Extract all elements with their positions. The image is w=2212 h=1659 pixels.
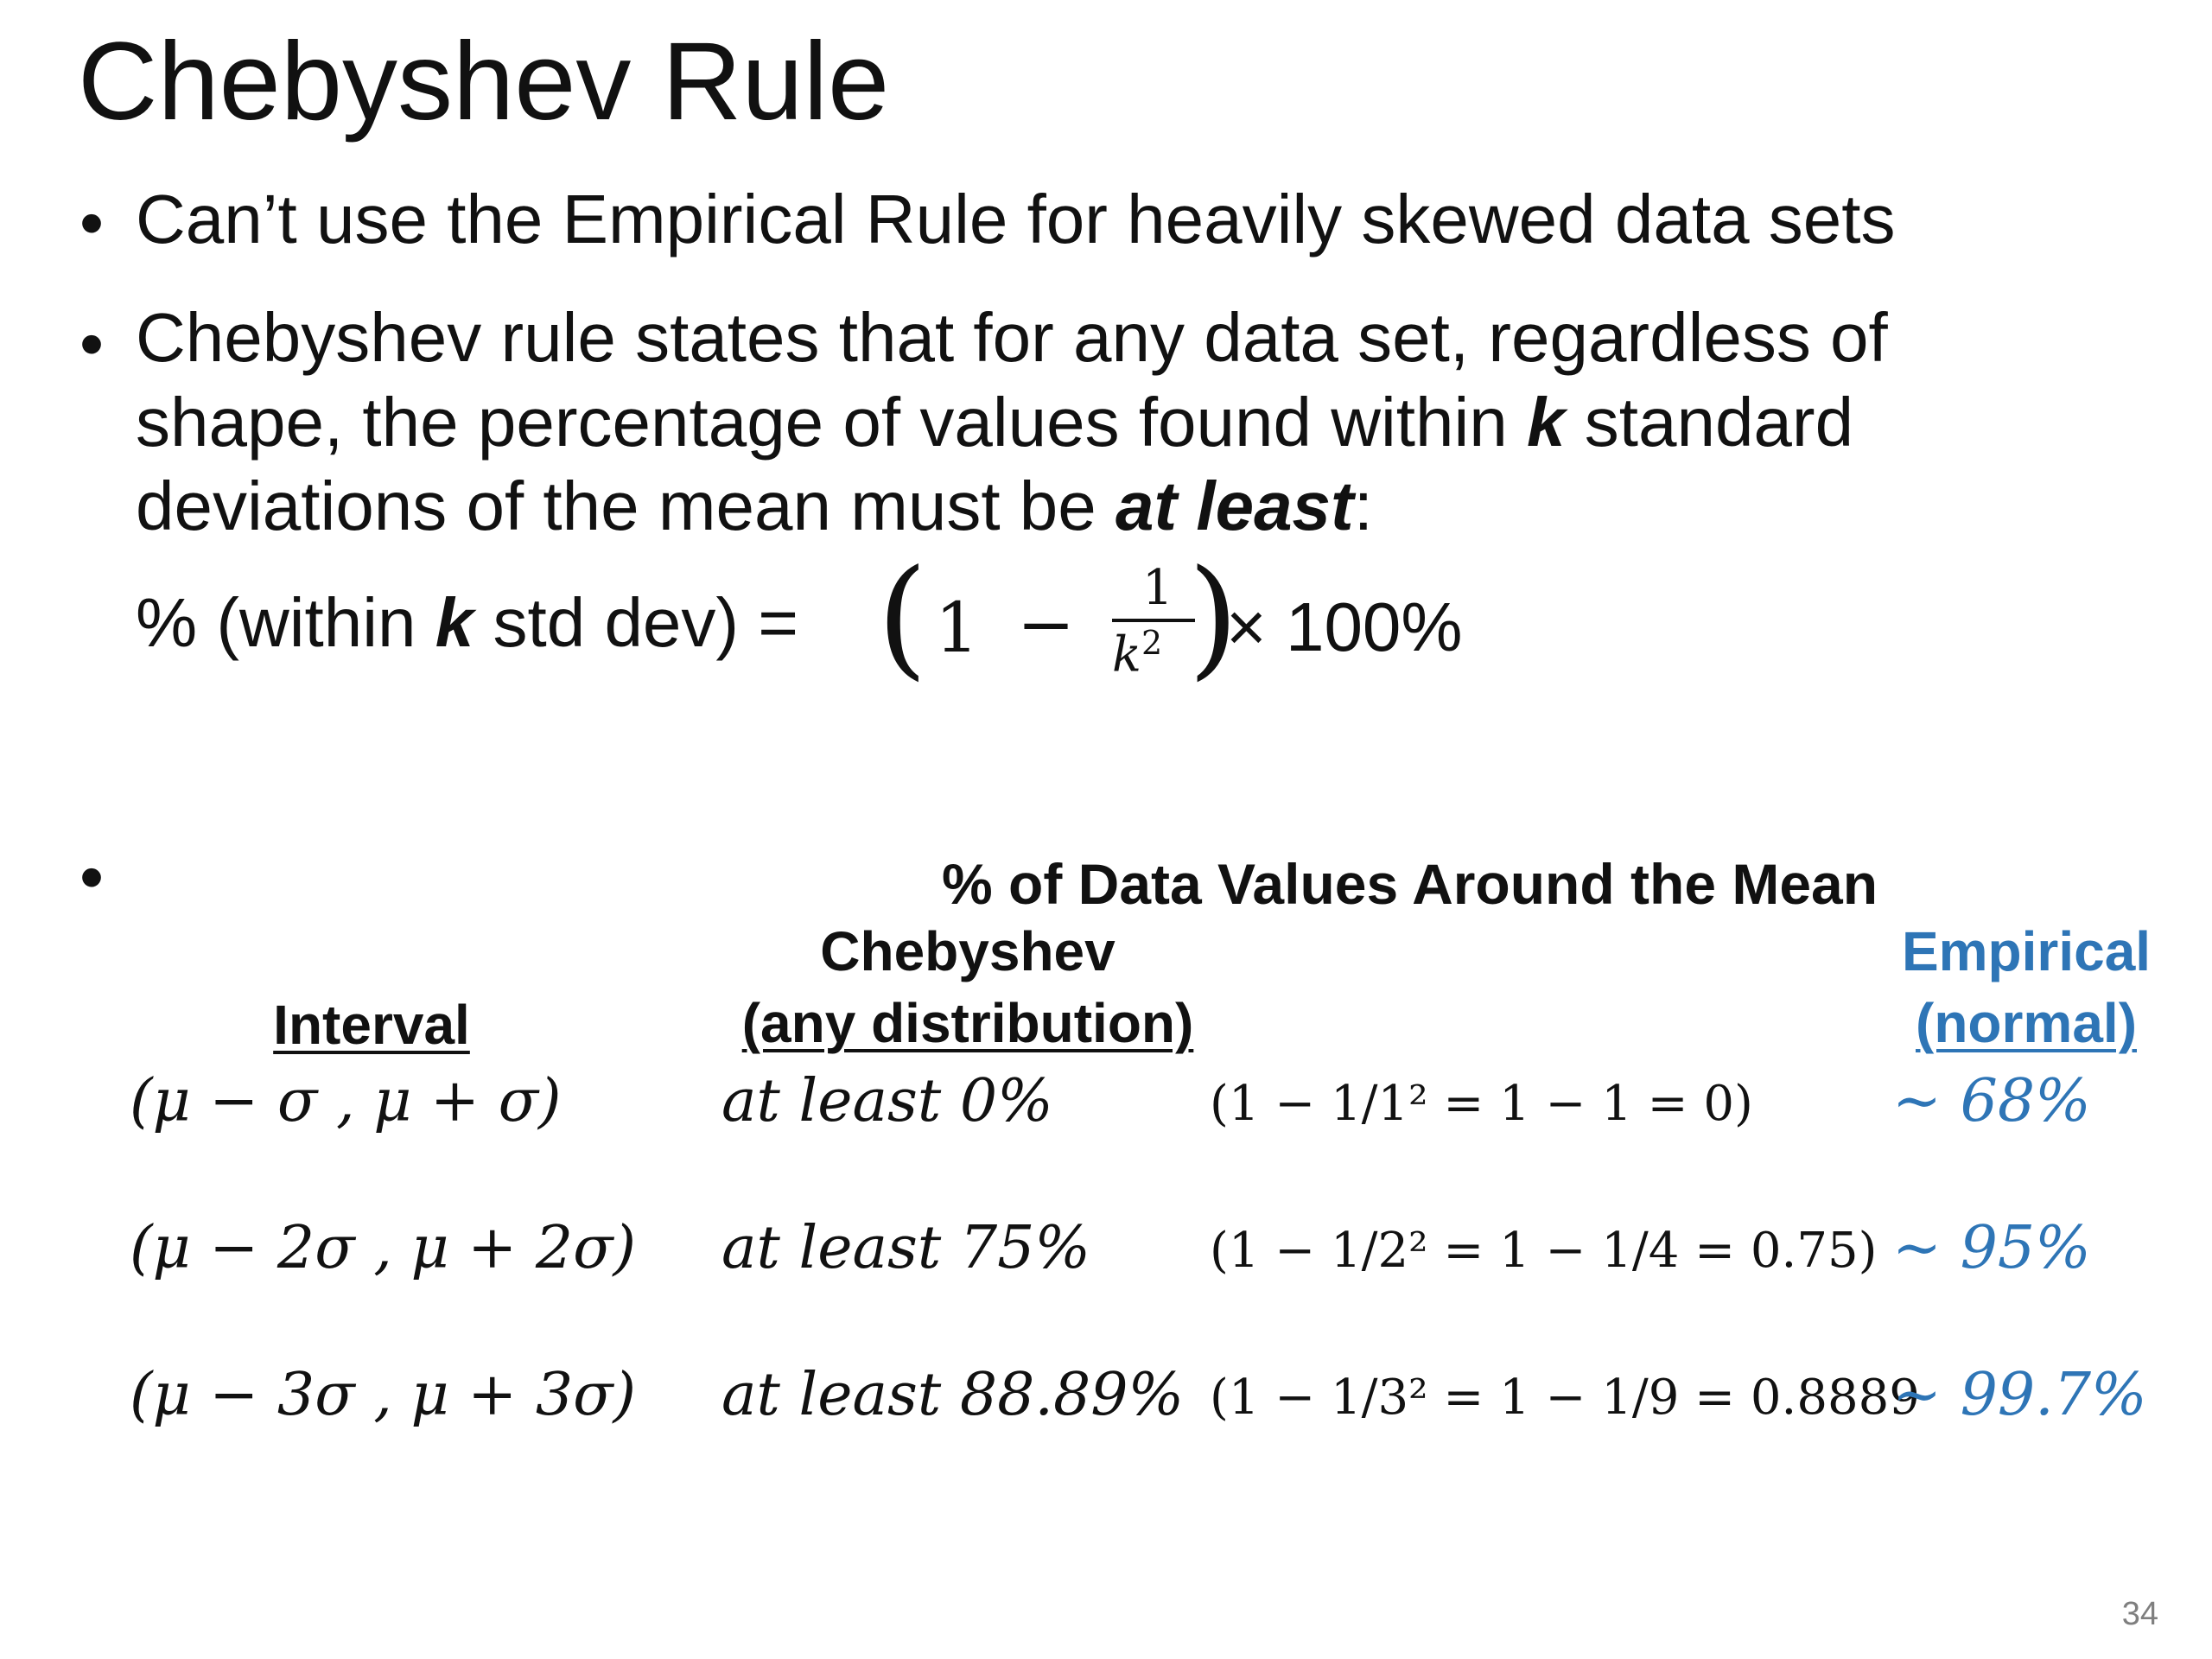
left-paren: ( (877, 543, 928, 693)
at-least-emphasis: at least (1115, 467, 1354, 545)
right-paren: ) (1188, 543, 1239, 693)
bullet-2-line-2: shape, the percentage of values found within k standard (136, 383, 1854, 461)
page-number: 34 (2121, 1596, 2158, 1632)
bullet-2-text (136, 296, 1888, 549)
table-row-1-empirical: ∼ 68% (1892, 1067, 2091, 1135)
table-row-1-chebyshev: at least 0% (721, 1067, 1053, 1135)
formula-one: 1 (935, 588, 979, 668)
header-chebyshev: Chebyshev (any distribution) (741, 920, 1194, 1055)
bullet-marker: • (79, 184, 105, 261)
formula-tail: × 100% (1226, 588, 1463, 665)
table-row-3-chebyshev: at least 88.89% (721, 1361, 1185, 1429)
header-empirical: Empirical (normal) (1901, 920, 2152, 1055)
table-row-2-calc: (1 − 1/2² = 1 − 1/4 = 0.75) (1210, 1223, 1878, 1279)
bullet-1-text: Can’t use the Empirical Rule for heavily skewed data sets (136, 181, 1896, 257)
table-row-3-interval: (μ − 3σ , μ + 3σ) (130, 1361, 637, 1429)
bullet-marker: • (79, 838, 105, 915)
header-interval: Interval (273, 994, 470, 1056)
table-title: % of Data Values Around the Mean (942, 852, 1878, 916)
k-emphasis: k (1527, 383, 1566, 461)
chebyshev-formula (136, 543, 1518, 700)
table-row-1-interval: (μ − σ , μ + σ) (130, 1067, 562, 1135)
table-row-2-chebyshev: at least 75% (721, 1214, 1090, 1282)
table-row-3-calc: (1 − 1/3² = 1 − 1/9 = 0.8889 (1210, 1370, 1920, 1426)
bullet-2-line-1: Chebyshev rule states that for any data set, regardless of (136, 299, 1888, 376)
formula-minus: − (1017, 584, 1076, 664)
fraction-denominator: $k^2$ (1112, 624, 1163, 683)
table-row-1-calc: (1 − 1/1² = 1 − 1 = 0) (1210, 1076, 1753, 1132)
formula-lhs: % (within k std dev) = (136, 584, 799, 661)
bullet-marker: • (79, 305, 105, 382)
slide-title: Chebyshev Rule (78, 20, 890, 143)
fraction-numerator: 1 (1142, 560, 1173, 616)
table-row-2-empirical: ∼ 95% (1892, 1214, 2091, 1282)
table-row-3-empirical: ∼ 99.7% (1892, 1361, 2147, 1429)
fraction-bar (1112, 619, 1195, 622)
table-row-2-interval: (μ − 2σ , μ + 2σ) (130, 1214, 637, 1282)
bullet-2-line-3: deviations of the mean must be at least: (136, 467, 1373, 545)
